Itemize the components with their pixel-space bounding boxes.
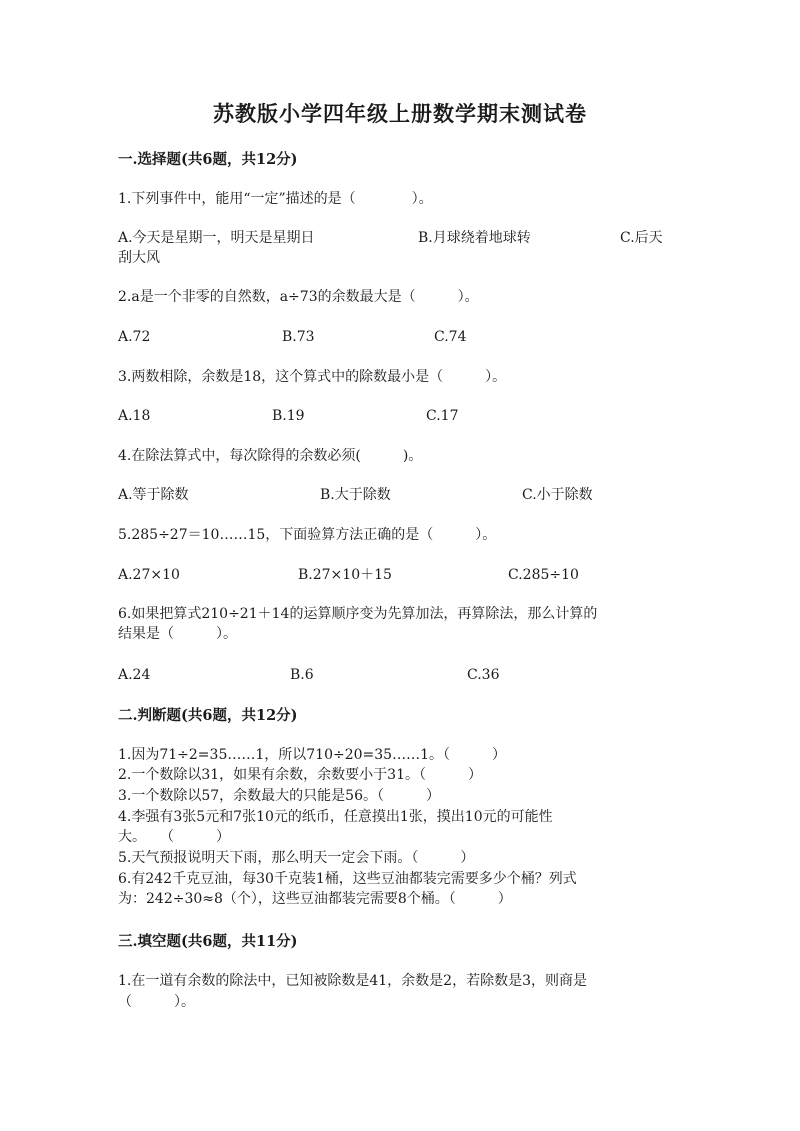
judge-item-4-line1: 4.李强有3张5元和7张10元的纸币，任意摸出1张，摸出10元的可能性: [118, 809, 553, 825]
q1-option-a: A.今天是星期一，明天是星期日: [118, 230, 315, 246]
judge-item-6-line1: 6.有242千克豆油，每30千克装1桶，这些豆油都装完需要多少个桶？列式: [118, 871, 577, 887]
q1-option-c: C.后天: [620, 230, 663, 246]
question-5-text: 5.285÷27＝10……15，下面验算方法正确的是（ ）。: [118, 527, 497, 543]
judge-item-1: 1.因为71÷2=35……1，所以710÷20=35……1。（ ）: [118, 747, 506, 763]
q5-option-b: B.27×10＋15: [298, 567, 392, 583]
q5-option-c: C.285÷10: [508, 567, 579, 583]
question-6-text-line2: 结果是（ ）。: [118, 626, 237, 642]
question-3-text: 3.两数相除，余数是18，这个算式中的除数最小是（ ）。: [118, 369, 507, 385]
q2-option-a: A.72: [118, 329, 151, 345]
q1-option-c-wrap: 刮大风: [118, 250, 160, 266]
judge-item-4-line2: 大。 （ ）: [118, 829, 230, 845]
q6-option-c: C.36: [467, 667, 500, 683]
section-heading-judge: 二.判断题(共6题，共12分): [118, 707, 298, 724]
q6-option-b: B.6: [290, 667, 314, 683]
q2-option-c: C.74: [434, 329, 467, 345]
q3-option-c: C.17: [426, 408, 459, 424]
fill-item-1-line1: 1.在一道有余数的除法中，已知被除数是41，余数是2，若除数是3，则商是: [118, 973, 587, 989]
q4-option-c: C.小于除数: [522, 487, 593, 503]
section-heading-choice: 一.选择题(共6题，共12分): [118, 151, 298, 168]
fill-item-1-line2: （ ）。: [118, 994, 195, 1010]
q4-option-a: A.等于除数: [118, 487, 189, 503]
q4-option-b: B.大于除数: [320, 487, 391, 503]
q3-option-a: A.18: [118, 408, 151, 424]
q6-option-a: A.24: [118, 667, 151, 683]
question-4-text: 4.在除法算式中，每次除得的余数必须( )。: [118, 448, 423, 464]
judge-item-5: 5.天气预报说明天下雨，那么明天一定会下雨。（ ）: [118, 850, 475, 866]
judge-item-3: 3.一个数除以57，余数最大的只能是56。（ ）: [118, 788, 440, 804]
q3-option-b: B.19: [272, 408, 305, 424]
q1-option-b: B.月球绕着地球转: [418, 230, 531, 246]
question-2-text: 2.a是一个非零的自然数，a÷73的余数最大是（ ）。: [118, 289, 479, 305]
page-title: 苏教版小学四年级上册数学期末测试卷: [213, 101, 587, 126]
judge-item-2: 2.一个数除以31，如果有余数，余数要小于31。（ ）: [118, 767, 482, 783]
question-1-text: 1.下列事件中，能用“一定”描述的是（ ）。: [118, 191, 433, 207]
q2-option-b: B.73: [282, 329, 315, 345]
q5-option-a: A.27×10: [118, 567, 180, 583]
question-6-text-line1: 6.如果把算式210÷21＋14的运算顺序变为先算加法，再算除法，那么计算的: [118, 606, 598, 622]
section-heading-fill: 三.填空题(共6题，共11分): [118, 933, 298, 950]
judge-item-6-line2: 为：242÷30≈8（个），这些豆油都装完需要8个桶。（ ）: [118, 891, 512, 907]
